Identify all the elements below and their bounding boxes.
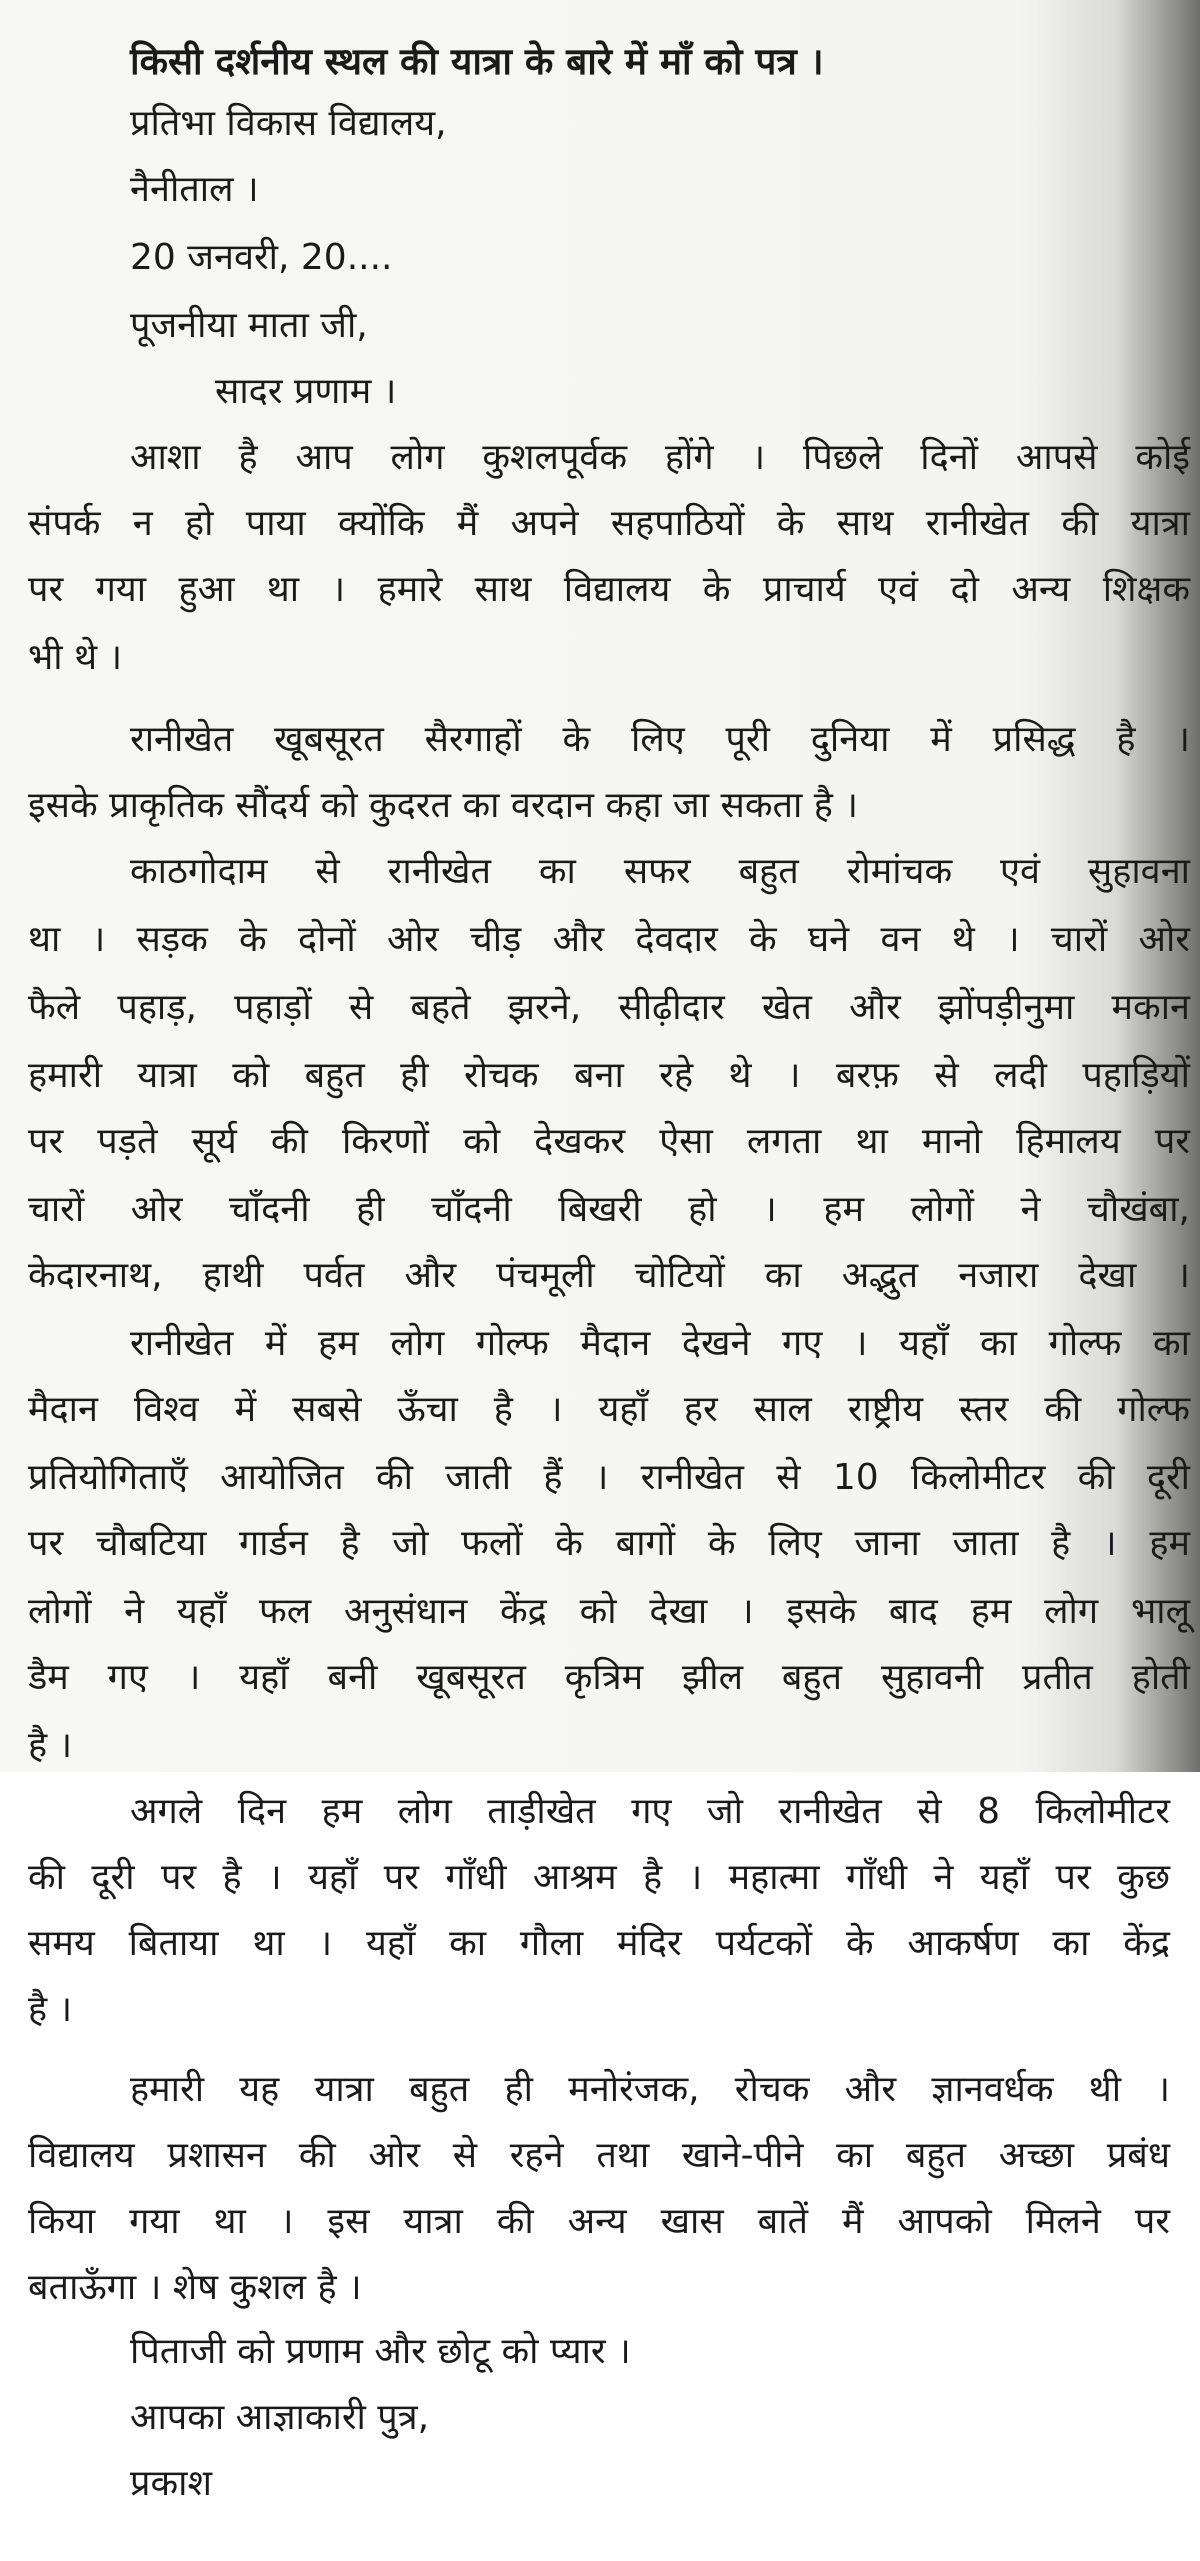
p4-line: है । — [28, 1725, 73, 1766]
p2-line: रानीखेत खूबसूरत सैरगाहों के लिए पूरी दुनिया में प्रसिद्ध है । — [130, 719, 1190, 760]
p2-line: इसके प्राकृतिक सौंदर्य को कुदरत का वरदान कहा जा सकता है । — [28, 785, 858, 826]
p3-line: केदारनाथ, हाथी पर्वत और पंचमूली चोटियों का अद्भुत नजारा देखा । — [28, 1255, 1190, 1296]
signature: प्रकाश — [130, 2463, 212, 2504]
p1-line: आशा है आप लोग कुशलपूर्वक होंगे । पिछले दिनों आपसे कोई — [130, 437, 1190, 478]
p3-line: काठगोदाम से रानीखेत का सफर बहुत रोमांचक एवं सुहावना — [130, 851, 1190, 892]
p3-line: पर पड़ते सूर्य की किरणों को देखकर ऐसा लगता था मानो हिमालय पर — [28, 1121, 1190, 1162]
p3-line: था । सड़क के दोनों ओर चीड़ और देवदार के घने वन थे । चारों ओर — [28, 919, 1190, 960]
sender-address-line2: नैनीताल । — [130, 169, 259, 210]
p4-line: मैदान विश्व में सबसे ऊँचा है । यहाँ हर साल राष्ट्रीय स्तर की गोल्फ — [28, 1389, 1190, 1430]
p4-line: प्रतियोगिताएँ आयोजित की जाती हैं । रानीखेत से 10 किलोमीटर की दूरी — [28, 1457, 1190, 1498]
p1-line: पर गया हुआ था । हमारे साथ विद्यालय के प्राचार्य एवं दो अन्य शिक्षक — [28, 569, 1190, 610]
letter-title: किसी दर्शनीय स्थल की यात्रा के बारे में माँ को पत्र । — [130, 40, 824, 83]
p5-line: है । — [28, 1989, 73, 2030]
greeting: सादर प्रणाम । — [215, 371, 397, 412]
signoff: आपका आज्ञाकारी पुत्र, — [130, 2397, 430, 2438]
p1-line: भी थे । — [28, 637, 123, 678]
sender-address-line1: प्रतिभा विकास विद्यालय, — [130, 103, 447, 144]
p3-line: हमारी यात्रा को बहुत ही रोचक बना रहे थे । बरफ़ से लदी पहाड़ियों — [28, 1055, 1190, 1096]
p6-line: किया गया था । इस यात्रा की अन्य खास बातें मैं आपको मिलने पर — [28, 2201, 1170, 2242]
p3-line: फैले पहाड़, पहाड़ों से बहते झरने, सीढ़ीदार खेत और झोंपड़ीनुमा मकान — [28, 987, 1190, 1028]
closing-line: पिताजी को प्रणाम और छोटू को प्यार । — [130, 2331, 631, 2372]
p5-line: की दूरी पर है । यहाँ पर गाँधी आश्रम है । महात्मा गाँधी ने यहाँ पर कुछ — [28, 1857, 1170, 1898]
salutation: पूजनीया माता जी, — [130, 305, 368, 346]
p4-line: डैम गए । यहाँ बनी खूबसूरत कृत्रिम झील बहुत सुहावनी प्रतीत होती — [28, 1657, 1190, 1698]
p4-line: रानीखेत में हम लोग गोल्फ मैदान देखने गए । यहाँ का गोल्फ का — [130, 1323, 1190, 1364]
p5-line: समय बिताया था । यहाँ का गौला मंदिर पर्यटकों के आकर्षण का केंद्र — [28, 1923, 1170, 1964]
p5-line: अगले दिन हम लोग ताड़ीखेत गए जो रानीखेत से 8 किलोमीटर — [130, 1791, 1170, 1832]
p6-line: बताऊँगा । शेष कुशल है । — [28, 2267, 362, 2308]
p1-line: संपर्क न हो पाया क्योंकि मैं अपने सहपाठियों के साथ रानीखेत की यात्रा — [28, 503, 1190, 544]
p3-line: चारों ओर चाँदनी ही चाँदनी बिखरी हो । हम लोगों ने चौखंबा, — [28, 1189, 1190, 1230]
p4-line: लोगों ने यहाँ फल अनुसंधान केंद्र को देखा । इसके बाद हम लोग भालू — [28, 1591, 1190, 1632]
p4-line: पर चौबटिया गार्डन है जो फलों के बागों के लिए जाना जाता है । हम — [28, 1523, 1190, 1564]
p6-line: हमारी यह यात्रा बहुत ही मनोरंजक, रोचक और ज्ञानवर्धक थी । — [130, 2069, 1170, 2110]
letter-date: 20 जनवरी, 20.... — [130, 237, 393, 278]
p6-line: विद्यालय प्रशासन की ओर से रहने तथा खाने-पीने का बहुत अच्छा प्रबंध — [28, 2135, 1170, 2176]
